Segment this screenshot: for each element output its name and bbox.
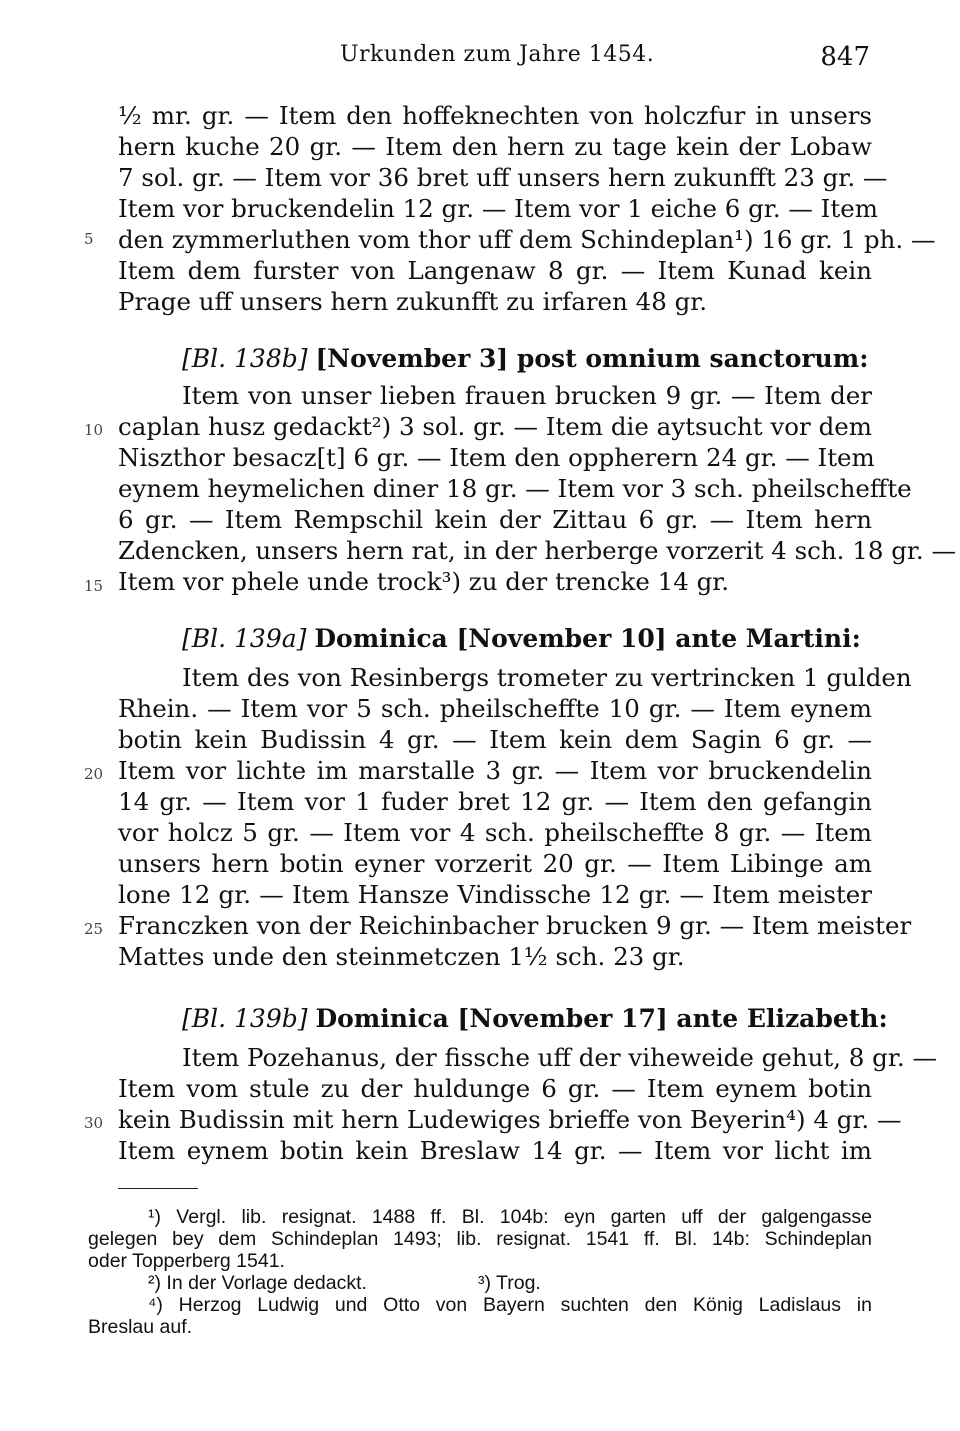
footnote-line: ²) In der Vorlage dedackt.: [148, 1272, 367, 1294]
text-line: ½ mr. gr. — Item den hoffeknechten von holczfur in unsers: [118, 101, 872, 130]
footnote-line: ¹) Vergl. lib. resignat. 1488 ff. Bl. 104b: eyn garten uff der galgengasse: [148, 1206, 872, 1228]
folio-reference: [Bl. 139b]: [182, 1004, 308, 1033]
text-line: Franczken von der Reichinbacher brucken 9 gr. — Item meister: [118, 911, 912, 940]
section-title: Dominica [November 17] ante Elizabeth:: [315, 1004, 888, 1033]
text-line: caplan husz gedackt²) 3 sol. gr. — Item die aytsucht vor dem: [118, 412, 872, 441]
text-line: Item vor lichte im marstalle 3 gr. — Item vor bruckendelin: [118, 756, 872, 785]
footnote-rule: [118, 1188, 198, 1189]
text-line: Item von unser lieben frauen brucken 9 gr. — Item der: [182, 381, 872, 410]
section-title: [November 3] post omnium sanctorum:: [315, 344, 869, 373]
footnote-line: ⁴) Herzog Ludwig und Otto von Bayern suchten den König Ladislaus in: [148, 1294, 872, 1316]
text-line: Item vor bruckendelin 12 gr. — Item vor 1 eiche 6 gr. — Item: [118, 194, 878, 223]
text-line: vor holcz 5 gr. — Item vor 4 sch. pheilscheffte 8 gr. — Item: [118, 818, 872, 847]
text-line: Item Pozehanus, der fissche uff der viheweide gehut, 8 gr. —: [182, 1043, 937, 1072]
text-line: Item eynem botin kein Breslaw 14 gr. — Item vor licht im: [118, 1136, 872, 1165]
section-heading: [182, 344, 872, 373]
text-line: unsers hern botin eyner vorzerit 20 gr. — Item Libinge am: [118, 849, 872, 878]
footnote-line: ³) Trog.: [478, 1272, 541, 1294]
line-number: 30: [84, 1114, 104, 1132]
running-title: Urkunden zum Jahre 1454.: [340, 42, 655, 67]
footnote-line: gelegen bey dem Schindeplan 1493; lib. resignat. 1541 ff. Bl. 14b: Schindeplan: [88, 1228, 872, 1250]
footnote-line: oder Topperberg 1541.: [88, 1250, 285, 1272]
text-line: 7 sol. gr. — Item vor 36 bret uff unsers hern zukunfft 23 gr. —: [118, 163, 888, 192]
text-line: Item vor phele unde trock³) zu der trencke 14 gr.: [118, 567, 730, 596]
text-line: Rhein. — Item vor 5 sch. pheilscheffte 10 gr. — Item eynem: [118, 694, 872, 723]
text-line: 14 gr. — Item vor 1 fuder bret 12 gr. — Item den gefangin: [118, 787, 872, 816]
text-line: Niszthor besacz[t] 6 gr. — Item den oppherern 24 gr. — Item: [118, 443, 875, 472]
text-line: hern kuche 20 gr. — Item den hern zu tage kein der Lobaw: [118, 132, 872, 161]
line-number: 5: [84, 230, 94, 248]
text-line: lone 12 gr. — Item Hansze Vindissche 12 gr. — Item meister: [118, 880, 872, 909]
text-line: Item des von Resinbergs trometer zu vertrincken 1 gulden: [182, 663, 912, 692]
section-heading: [182, 1004, 888, 1033]
text-line: kein Budissin mit hern Ludewiges brieffe von Beyerin⁴) 4 gr. —: [118, 1105, 902, 1134]
line-number: 10: [84, 421, 104, 439]
line-number: 20: [84, 765, 104, 783]
text-line: Zdencken, unsers hern rat, in der herberge vorzerit 4 sch. 18 gr. —: [118, 536, 957, 565]
line-number: 15: [84, 577, 104, 595]
footnote-line: Breslau auf.: [88, 1316, 193, 1338]
text-line: Mattes unde den steinmetczen 1½ sch. 23 gr.: [118, 942, 685, 971]
section-heading: [182, 624, 872, 653]
text-line: eynem heymelichen diner 18 gr. — Item vor 3 sch. pheilscheffte: [118, 474, 912, 503]
text-line: Item vom stule zu der huldunge 6 gr. — Item eynem botin: [118, 1074, 872, 1103]
text-line: den zymmerluthen vom thor uff dem Schindeplan¹) 16 gr. 1 ph. —: [118, 225, 936, 254]
text-line: Prage uff unsers hern zukunfft zu irfaren 48 gr.: [118, 287, 708, 316]
folio-reference: [Bl. 139a]: [182, 624, 307, 653]
section-title: Dominica [November 10] ante Martini:: [314, 624, 861, 653]
line-number: 25: [84, 920, 104, 938]
text-line: 6 gr. — Item Rempschil kein der Zittau 6 gr. — Item hern: [118, 505, 872, 534]
folio-reference: [Bl. 138b]: [182, 344, 308, 373]
text-line: botin kein Budissin 4 gr. — Item kein dem Sagin 6 gr. —: [118, 725, 872, 754]
text-line: Item dem furster von Langenaw 8 gr. — Item Kunad kein: [118, 256, 872, 285]
page-number: 847: [820, 42, 870, 72]
